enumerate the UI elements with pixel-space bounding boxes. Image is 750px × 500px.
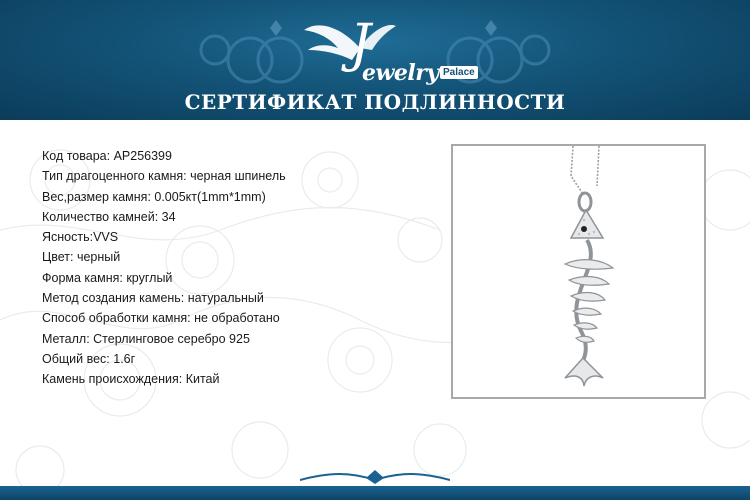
- spec-list: [42, 146, 286, 390]
- logo-letter-j: J: [350, 14, 371, 74]
- spec-item-stone-weight: Вес,размер камня: 0.005кт(1mm*1mm): [42, 189, 266, 204]
- certificate-title: СЕРТИФИКАТ ПОДЛИННОСТИ: [184, 90, 566, 114]
- product-photo-frame: [451, 144, 706, 399]
- header-banner: [0, 0, 750, 120]
- fish-skeleton-pendant-icon: [453, 146, 704, 397]
- spec-item-stone-type: Тип драгоценного камня: черная шпинель: [42, 169, 286, 184]
- spec-item-clarity: Ясность:VVS: [42, 230, 119, 245]
- spec-item-creation-method: Метод создания камень: натуральный: [42, 291, 264, 306]
- spec-item-total-weight: Общий вес: 1.6г: [42, 351, 136, 366]
- footer-ornament-icon: [300, 468, 450, 486]
- spec-item-metal: Металл: Стерлинговое серебро 925: [42, 331, 250, 346]
- brand-logo: [300, 8, 475, 88]
- spec-item-color: Цвет: черный: [42, 250, 121, 265]
- logo-wordmark: ewelry: [362, 60, 439, 86]
- spec-item-origin: Камень происхождения: Китай: [42, 372, 220, 387]
- spec-item-code: Код товара: AP256399: [42, 149, 172, 163]
- footer-bar: [0, 486, 750, 500]
- spec-item-stone-count: Количество камней: 34: [42, 209, 176, 224]
- spec-item-shape: Форма камня: круглый: [42, 270, 173, 285]
- spec-item-treatment: Способ обработки камня: не обработано: [42, 311, 280, 326]
- logo-badge: Palace: [440, 66, 478, 79]
